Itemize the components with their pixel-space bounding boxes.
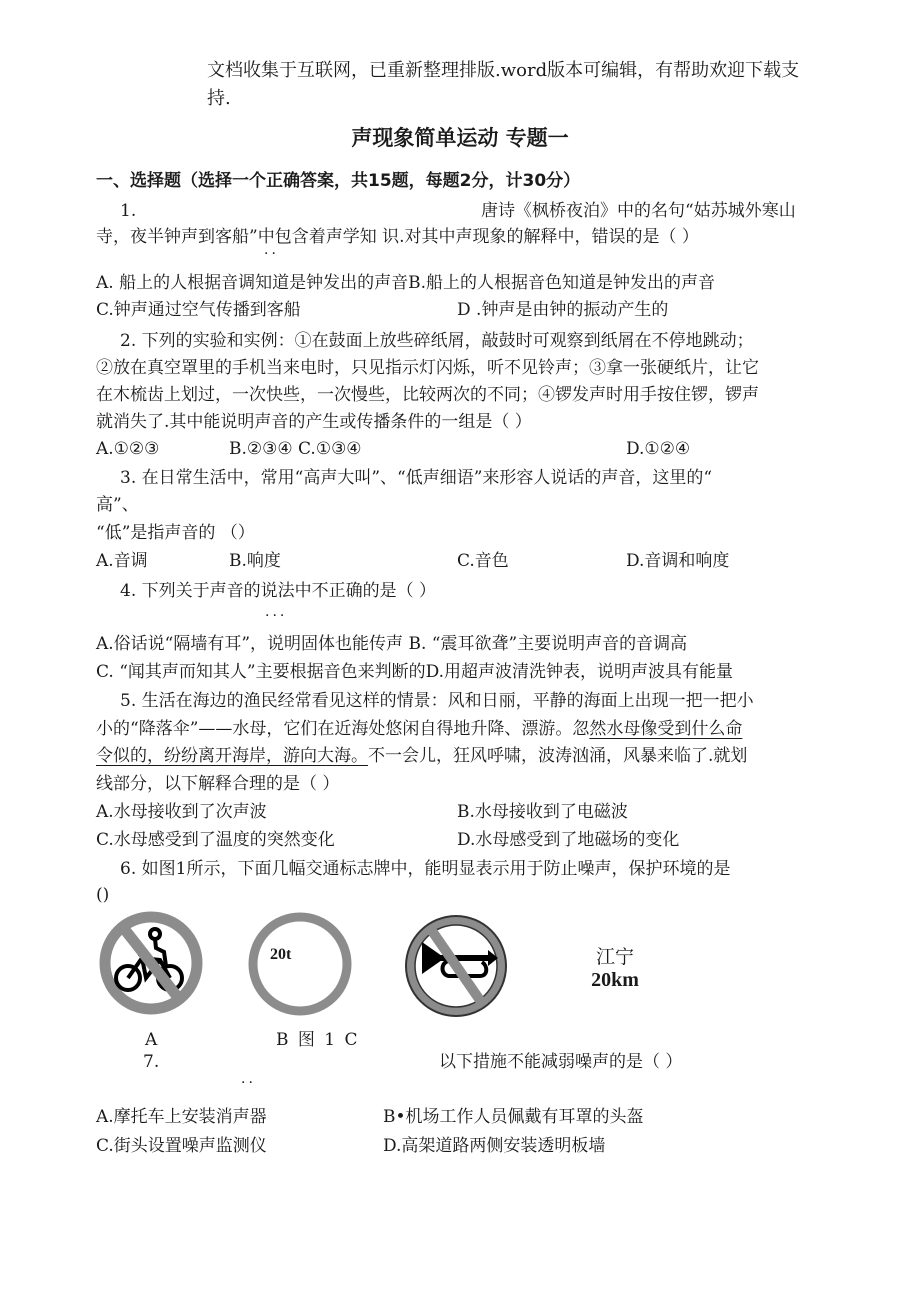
q3-option-c: C.音色 <box>457 551 509 571</box>
q4-emphasis-dots: ··· <box>265 608 288 624</box>
q7-emphasis-dots: ·· <box>241 1075 256 1091</box>
q7-option-c: C.街头设置噪声监测仪 <box>96 1136 267 1156</box>
sign-d-distance <box>560 942 670 992</box>
q1-option-d: D .钟声是由钟的振动产生的 <box>457 300 669 320</box>
q7-option-d: D.高架道路两侧安装透明板墙 <box>383 1136 606 1156</box>
sign-d-place: 江宁 <box>595 946 634 968</box>
q5-option-d: D.水母感受到了地磁场的变化 <box>457 830 680 850</box>
q5-underlined-text-1: 然水母像受到什么命 <box>589 719 743 739</box>
q4-option-ab: A.俗话说“隔墙有耳”，说明固体也能传声 B. “震耳欲聋”主要说明声音的音调高 <box>96 634 688 654</box>
sign-c-no-horn-icon <box>400 910 512 1022</box>
q6-line1: 6. 如图1所示，下面几幅交通标志牌中，能明显表示用于防止噪声，保护环境的是 <box>120 859 731 879</box>
q1-option-ab: A. 船上的人根据音调知道是钟发出的声音B.船上的人根据音色知道是钟发出的声音 <box>96 273 715 293</box>
q5-line3 <box>96 745 747 767</box>
q1-number: 1. <box>120 201 137 221</box>
q7-option-a: A.摩托车上安装消声器 <box>96 1107 267 1127</box>
q3-option-a: A.音调 <box>96 551 148 571</box>
q5-underlined-text-2: 令似的，纷纷离开海岸，游向大海。 <box>96 746 368 766</box>
q2-line2: ②放在真空罩里的手机当来电时，只见指示灯闪烁，听不见铃声；③拿一张硬纸片，让它 <box>96 358 759 378</box>
q2-option-d: D.①②④ <box>626 439 691 459</box>
q7-option-b: B•机场工作人员佩戴有耳罩的头盔 <box>383 1107 644 1127</box>
q3-option-d: D.音调和响度 <box>626 551 730 571</box>
figure-label-a: A <box>145 1030 158 1050</box>
q5-line4: 线部分，以下解释合理的是（ ） <box>96 774 340 794</box>
q3-line2: 高”、 <box>96 495 139 515</box>
q2-line3: 在木梳齿上划过，一次快些，一次慢些，比较两次的不同；④锣发声时用手按住锣，锣声 <box>96 385 759 405</box>
sign-b-ring <box>253 917 347 1011</box>
q5-line2-text: 小的“降落伞”——水母，它们在近海处悠闲自得地升降、漂游。忽 <box>96 719 590 739</box>
sign-b-text: 20t <box>270 946 292 963</box>
q5-line1: 5. 生活在海边的渔民经常看见这样的情景：风和日丽，平静的海面上出现一把一把小 <box>120 691 754 711</box>
section-heading: 一、选择题（选择一个正确答案，共15题，每题2分，计30分） <box>96 171 581 191</box>
q1-text-line1: 唐诗《枫桥夜泊》中的名句“姑苏城外寒山 <box>481 201 796 221</box>
q2-line4: 就消失了.其中能说明声音的产生或传播条件的一组是（ ） <box>96 412 532 432</box>
q1-emphasis-dots: ·· <box>264 246 279 262</box>
q2-line1: 2. 下列的实验和实例：①在鼓面上放些碎纸屑，敲鼓时可观察到纸屑在不停地跳动； <box>120 331 754 351</box>
q1-option-c: C.钟声通过空气传播到客船 <box>96 300 301 320</box>
q5-line3-text: 不一会儿，狂风呼啸，波涛汹涌，风暴来临了.就划 <box>368 746 748 766</box>
sign-b-weight-limit-icon <box>246 910 354 1018</box>
q1-text-line2: 寺，夜半钟声到客船”中包含着声学知 识.对其中声现象的解释中，错误的是（ ） <box>96 227 699 247</box>
q4-line1: 4. 下列关于声音的说法中不正确的是（ ） <box>120 581 437 601</box>
q6-line2: () <box>96 885 110 905</box>
sign-a-no-bicycle-icon <box>98 910 204 1016</box>
figure-label-bc: B 图 1 C <box>276 1030 360 1050</box>
q2-option-a: A.①②③ <box>96 439 160 459</box>
q7-text: 以下措施不能减弱噪声的是（ ） <box>439 1052 683 1072</box>
page-title: 声现象简单运动 专题一 <box>351 126 569 150</box>
q5-option-a: A.水母接收到了次声波 <box>96 802 267 822</box>
q5-option-c: C.水母感受到了温度的突然变化 <box>96 830 335 850</box>
header-notice-line2: 持. <box>207 88 231 109</box>
header-notice-line1: 文档收集于互联网，已重新整理排版.word版本可编辑，有帮助欢迎下载支 <box>207 60 800 81</box>
q4-option-cd: C. “闻其声而知其人”主要根据音色来判断的D.用超声波清洗钟表，说明声波具有能量 <box>96 662 734 682</box>
q5-line2 <box>96 718 742 740</box>
q3-line3: “低”是指声音的 （） <box>96 523 255 543</box>
q7-number: 7. <box>143 1052 160 1072</box>
q3-option-b: B.响度 <box>229 551 281 571</box>
q2-option-bc: B.②③④ C.①③④ <box>229 439 362 459</box>
q5-option-b: B.水母接收到了电磁波 <box>457 802 628 822</box>
q3-line1: 3. 在日常生活中，常用“高声大叫”、“低声细语”来形容人说话的声音，这里的“ <box>120 468 713 488</box>
sign-d-km: 20km <box>591 969 639 991</box>
